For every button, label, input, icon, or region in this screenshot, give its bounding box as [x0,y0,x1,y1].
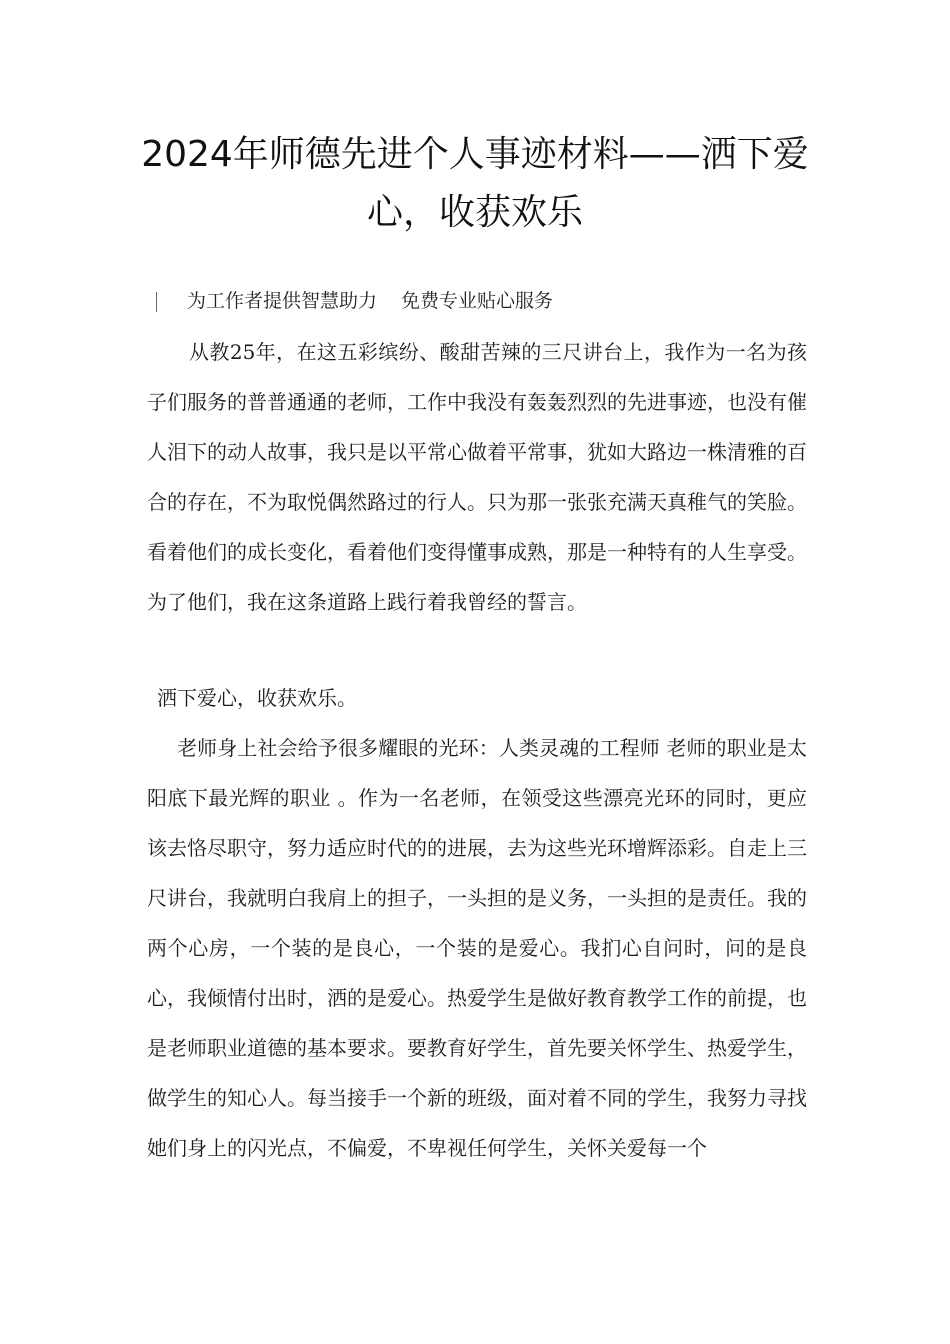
paragraph-1: 从教25年，在这五彩缤纷、酸甜苦辣的三尺讲台上，我作为一名为孩子们服务的普普通通的老师，工作中我没有轰轰烈烈的先进事迹，也没有催人泪下的动人故事，我只是以平常心做着平常事，犹如大路边一株清雅的百合的存在，不为取悦偶然路过的行人。只为那一张张充满天真稚气的笑脸。看着他们的成长变化，看着他们变得懂事成熟，那是一种特有的人生享受。为了他们，我在这条道路上践行着我曾经的誓言。 [147,340,807,614]
paragraph-3: 老师身上社会给予很多耀眼的光环：人类灵魂的工程师 老师的职业是太阳底下最光辉的职业 。作为一名老师，在领受这些漂亮光环的同时，更应该去恪尽职守，努力适应时代的的进展，去为这些光环增辉添彩。自走上三尺讲台，我就明白我肩上的担子，一头担的是义务，一头担的是责任。我的两个心房，一个装的是良心，一个装的是爱心。我扪心自问时，问的是良心，我倾情付出时，洒的是爱心。热爱学生是做好教育教学工作的前提，也是老师职业道德的基本要求。要教育好学生，首先要关怀学生、热爱学生，做学生的知心人。每当接手一个新的班级，面对着不同的学生，我努力寻找她们身上的闪光点，不偏爱，不卑视任何学生，关怀关爱每一个 [147,736,807,1160]
paragraph-2: 洒下爱心，收获欢乐。 [157,686,357,710]
tagline-divider [156,292,157,312]
tagline-part-2: 免费专业贴心服务 [401,290,554,312]
tagline-part-1: 为工作者提供智慧助力 [187,290,378,312]
document-title: 2024年师德先进个人事迹材料——洒下爱心，收获欢乐 [141,134,809,233]
service-tagline [156,283,553,319]
